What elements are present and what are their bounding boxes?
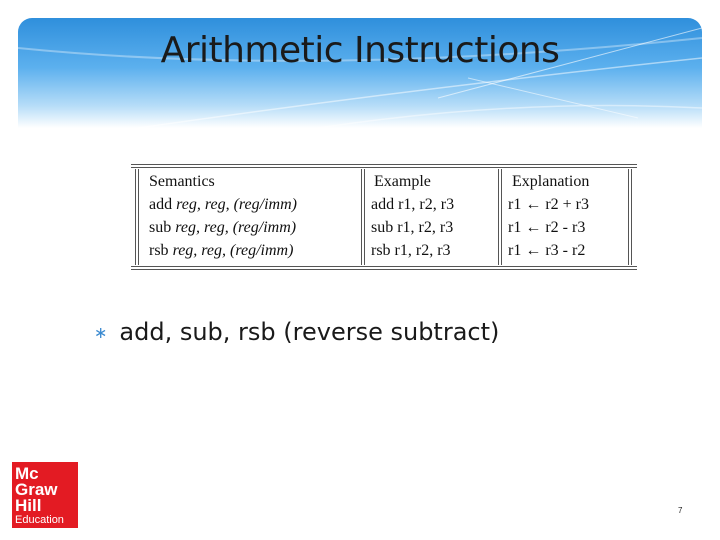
semantics-column	[149, 170, 297, 262]
table-divider-1	[361, 169, 362, 265]
bullet-item	[94, 318, 499, 346]
instruction-table	[131, 164, 637, 270]
page-number: 7	[678, 506, 683, 515]
example-row-sub: sub r1, r2, r3	[371, 219, 454, 236]
example-row-add: add r1, r2, r3	[371, 196, 455, 213]
bullet-text: add, sub, rsb (reverse subtract)	[119, 318, 500, 346]
mcgraw-hill-logo	[12, 462, 78, 528]
table-border-left	[135, 169, 136, 265]
asterisk-bullet-icon: ∗	[94, 322, 108, 342]
logo-line-3: Hill	[15, 496, 42, 515]
explanation-row-rsb: r1 ← r3 - r2	[508, 242, 586, 259]
explanation-column	[508, 170, 589, 262]
header-semantics: Semantics	[149, 173, 215, 190]
explanation-row-add: r1 ← r2 + r3	[508, 196, 590, 213]
semantics-row-rsb: rsb reg, reg, (reg/imm)	[149, 242, 294, 259]
example-row-rsb: rsb r1, r2, r3	[371, 242, 451, 259]
logo-line-1: Mc	[15, 464, 39, 483]
example-column	[371, 170, 454, 262]
header-example: Example	[374, 173, 431, 190]
semantics-row-sub: sub reg, reg, (reg/imm)	[149, 219, 297, 236]
slide-title: Arithmetic Instructions	[160, 30, 560, 71]
table-divider-2	[498, 169, 499, 265]
table-border-right	[631, 169, 632, 265]
header-explanation: Explanation	[512, 173, 590, 190]
explanation-row-sub: r1 ← r2 - r3	[508, 219, 586, 236]
semantics-row-add: add reg, reg, (reg/imm)	[149, 196, 297, 213]
logo-line-4: Education	[15, 514, 64, 526]
logo-line-2: Graw	[15, 480, 58, 499]
